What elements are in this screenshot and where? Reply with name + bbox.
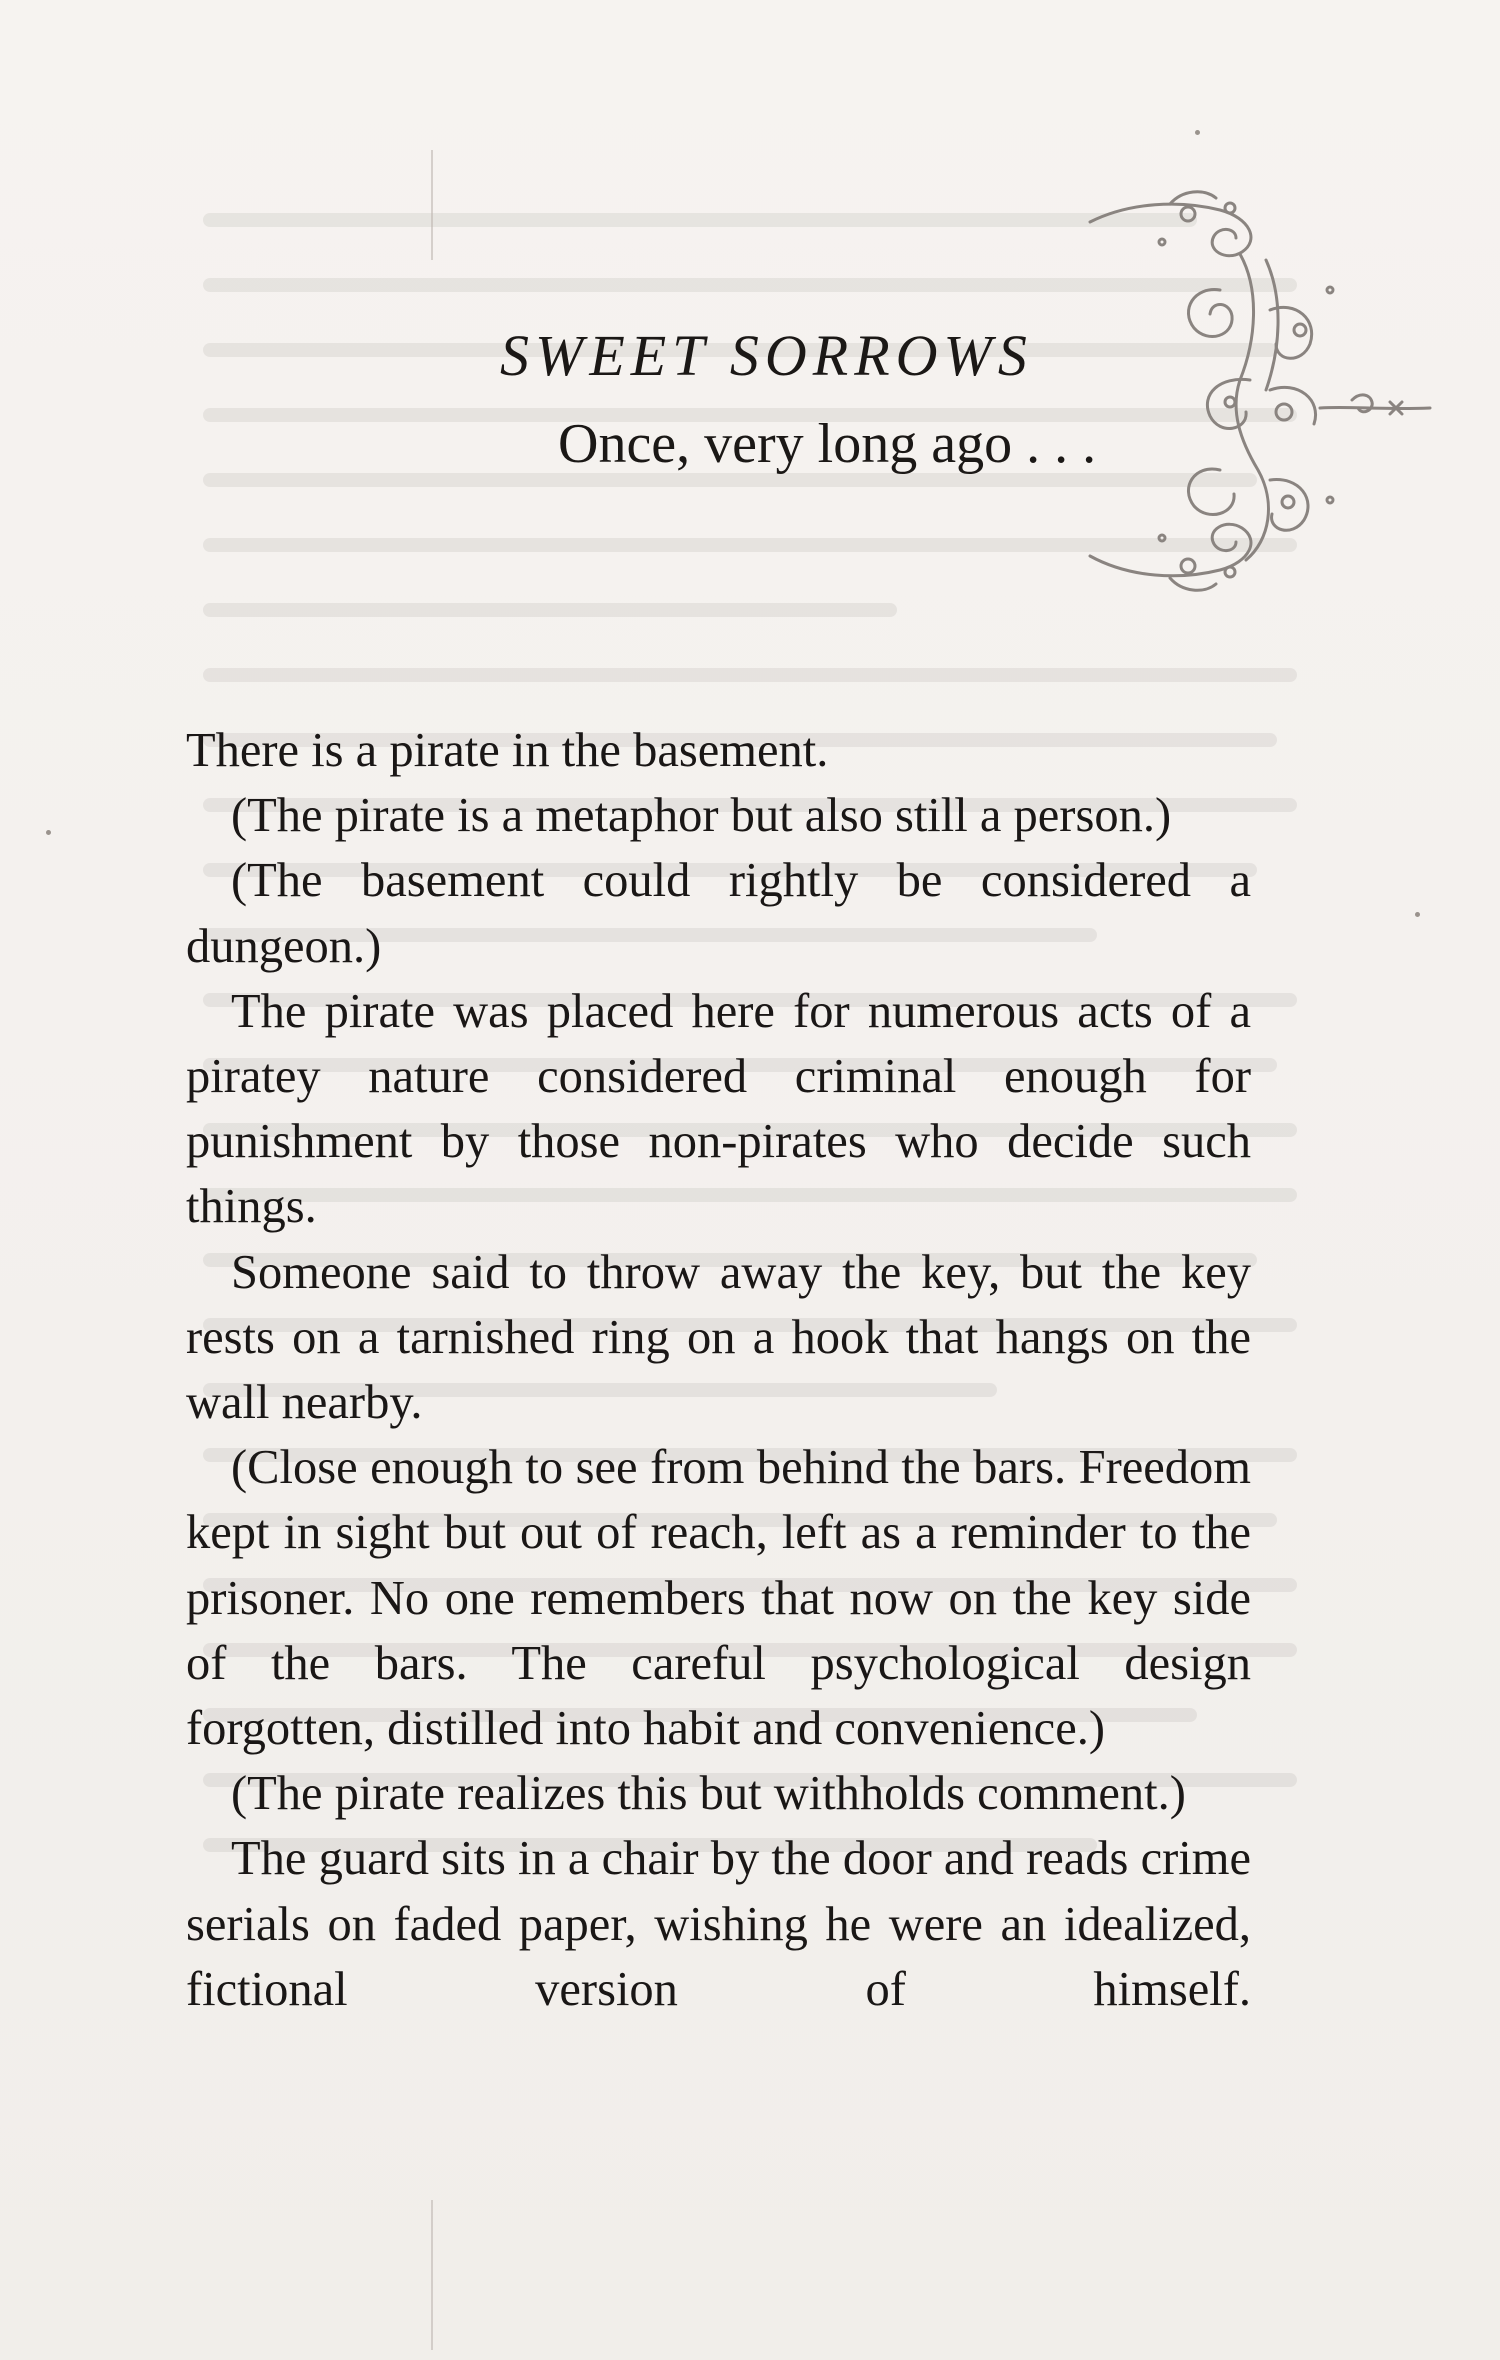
paragraph: (The basement could rightly be considered a dungeon.) — [186, 854, 1251, 973]
paper-speck — [46, 830, 51, 835]
flourish-corner-icon — [1070, 180, 1450, 620]
chapter-title: SWEET SORROWS — [500, 323, 1033, 388]
paragraph: The pirate was placed here for numerous acts of a piratey nature considered criminal enough for punishment by those non-pirates who decide such things. — [186, 984, 1251, 1234]
paragraph: (The pirate is a metaphor but also still a person.) — [231, 789, 1172, 843]
binding-crease-bottom — [431, 2200, 433, 2350]
paper-speck — [1415, 912, 1420, 917]
paragraph: There is a pirate in the basement. — [186, 724, 829, 777]
chapter-body — [186, 718, 1251, 2022]
chapter-subtitle: Once, very long ago . . . — [558, 413, 1097, 475]
paragraph: The guard sits in a chair by the door and reads crime serials on faded paper, wishing he were an idealized, fictional version of himself. — [186, 1832, 1251, 2016]
paragraph: (Close enough to see from behind the bars. Freedom kept in sight but out of reach, left as a reminder to the prisoner. No one remembers that now on the key side of the bars. The careful psychological design forgotten, distilled into habit and convenience.) — [186, 1441, 1251, 1756]
paragraph: (The pirate realizes this but withholds comment.) — [231, 1767, 1186, 1821]
paper-speck — [1195, 130, 1200, 135]
paragraph: Someone said to throw away the key, but the key rests on a tarnished ring on a hook that hangs on the wall nearby. — [186, 1245, 1251, 1430]
binding-crease-top — [431, 150, 433, 260]
